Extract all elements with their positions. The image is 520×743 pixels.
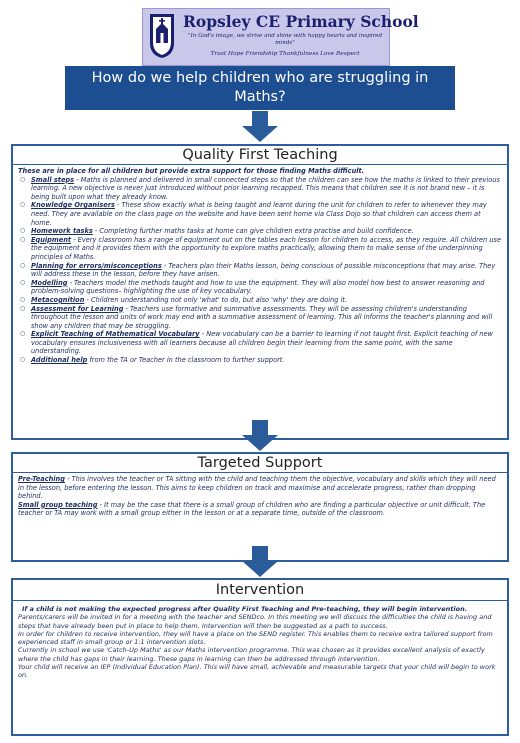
intervention-paragraph: Parents/carers will be invited in for a meeting with the teacher and SENDco. In this meeting we will discuss the difficulties the child is having and steps that have already been put in place to help them. Intervention will then be suggested as a path to success. [18, 613, 492, 630]
list-item [18, 201, 501, 227]
school-crest-icon [149, 13, 175, 59]
section-title: Intervention [13, 580, 507, 601]
targeted-support-body [13, 473, 507, 520]
list-item [18, 236, 501, 262]
list-item [18, 227, 501, 236]
intervention-section [11, 578, 509, 736]
list-item [18, 330, 501, 356]
item-term: Pre-Teaching [18, 475, 65, 483]
list-item [18, 296, 501, 305]
item-text: - Maths is planned and delivered in small connected steps so that the children can see how the maths is linked to their previous learning. A new objective is never just introduced without prior learning recapped. This means that children see it is not brand new – it is being built upon what they already know. [31, 175, 500, 201]
item-term: Equipment [31, 235, 72, 244]
section-title: Targeted Support [13, 454, 507, 473]
item-text: - It may be the case that there is a small group of children who are finding a particular objective or unit difficult. The teacher or TA may work with a small group either in the lesson or at a separate time, outside of the classroom. [18, 500, 486, 518]
item-term: Knowledge Organisers [31, 201, 115, 210]
support-paragraph [18, 475, 501, 501]
item-term: Small group teaching [18, 500, 98, 509]
list-item [18, 356, 501, 365]
quality-first-teaching-section [11, 144, 509, 440]
list-item [18, 279, 501, 296]
strategy-list [18, 176, 501, 365]
item-term: Planning for errors/misconceptions [31, 261, 162, 270]
item-term: Modelling [31, 278, 68, 287]
item-text: - This involves the teacher or TA sitting with the child and teaching them the objective, vocabulary and skills which they will need in the lesson, before entering the lesson. This aims to keep children on track and maximise and accelerate progress, rather than dropping behind. [18, 475, 496, 501]
item-text: - These show exactly what is being taught and learnt during the unit for children to refer to whenever they may need. They are available on the class page on the website and have been sent home via Class Dojo so that children can access them at home. [31, 201, 487, 227]
item-text: from the TA or Teacher in the classroom to further support. [87, 356, 285, 365]
item-text: - Completing further maths tasks at home can give children extra practise and build confidence. [92, 227, 414, 236]
item-term: Metacognition [31, 295, 85, 304]
intervention-lead: If a child is not making the expected progress after Quality First Teaching and Pre-teaching, they will begin intervention. [22, 605, 468, 613]
item-text: - Children understanding not only 'what' to do, but also 'why' they are doing it. [84, 295, 348, 304]
school-motto: "In God's image, we strive and shine with happy hearts and inspired minds" [187, 33, 383, 46]
section-intro: These are in place for all children but provide extra support for those finding Maths difficult. [18, 167, 365, 175]
item-term: Small steps [31, 175, 75, 184]
intervention-paragraph: Your child will receive an IEP (Individual Education Plan). This will have small, achievable and measurable targets that your child will begin to work on. [18, 663, 496, 680]
item-text: - Teachers model the methods taught and how to use the equipment. They will also model how best to answer reasoning and problem-solving questions– highlighting the use of key vocabulary. [31, 278, 485, 296]
school-name: Ropsley CE Primary School [183, 12, 419, 31]
list-item [18, 176, 501, 202]
school-header [142, 8, 419, 66]
school-values: Trust Hope Friendship Thankfulness Love Respect [210, 51, 360, 57]
list-item [18, 262, 501, 279]
item-text: - Teachers use formative and summative assessments. They will be assessing children's understanding throughout the lesson and units of work may end with a summative assessment of learning. This all informs the teacher's planning and will show any children that may be struggling. [31, 304, 493, 330]
item-term: Explicit Teaching of Mathematical Vocabulary [31, 330, 200, 339]
intervention-paragraph: Currently in school we use 'Catch-Up Maths' as our Maths intervention programme. This was chosen as it provides excellent analysis of exactly where the child has gaps in their learning. These gaps in learning can then be addressed through intervention. [18, 646, 485, 663]
intervention-paragraph: In order for children to receive intervention, they will have a place on the SEND register. This enables them to receive extra tailored support from experienced staff in small group or 1:1 intervention slots. [18, 629, 493, 647]
item-text: - New vocabulary can be a barrier to learning if not taught first. Explicit teaching of new vocabulary ensures inclusiveness with all learners because all children begin their learning from the same point, with the same understanding. [31, 330, 493, 356]
item-text: - Every classroom has a range of equipment out on the tables each lesson for children to access, as they require. All children use the equipment and it provides them with the opportunity to explore maths practically, allowing them to make sense of the underpinning principles of Maths. [31, 235, 501, 261]
section-title: Quality First Teaching [13, 146, 507, 165]
item-term: Additional help [31, 356, 88, 365]
down-arrow-icon [240, 546, 280, 578]
item-text: - Teachers plan their Maths lesson, being conscious of possible misconceptions that may arise. They will address these in the lesson, before they have arisen. [31, 261, 496, 279]
list-item [18, 305, 501, 331]
item-term: Assessment for Learning [31, 304, 124, 313]
page-title: How do we help children who are struggling in Maths? [65, 66, 455, 110]
down-arrow-icon [240, 111, 280, 143]
support-paragraph [18, 501, 501, 518]
item-term: Homework tasks [31, 227, 93, 236]
down-arrow-icon [240, 420, 280, 452]
